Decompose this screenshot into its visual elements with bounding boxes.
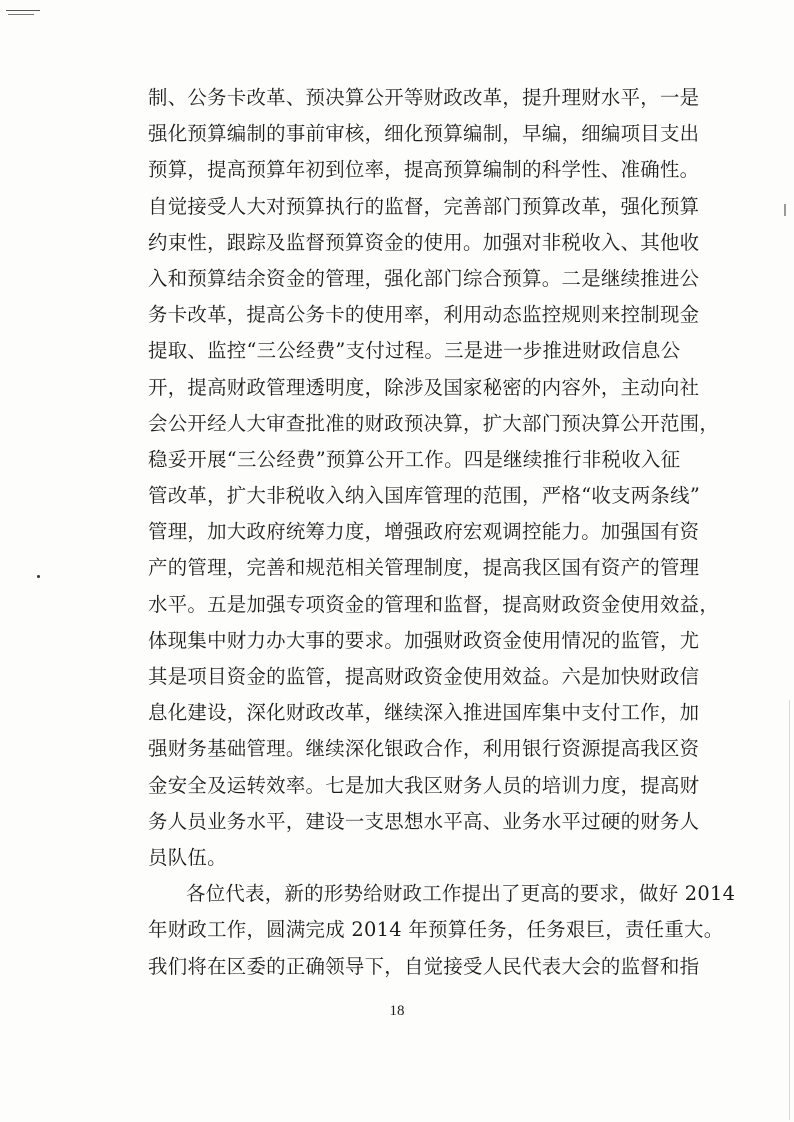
scan-mark-line <box>8 14 34 15</box>
text-line: 水平。五是加强专项资金的管理和监督，提高财政资金使用效益， <box>148 592 720 616</box>
text-line: 员队伍。 <box>148 845 227 869</box>
text-line: 管理，加大政府统筹力度，增强政府宏观调控能力。加强国有资 <box>148 520 700 544</box>
text-line: 体现集中财力办大事的要求。加强财政资金使用情况的监管，尤 <box>148 628 700 652</box>
scan-speck <box>784 204 786 216</box>
scan-corner-mark <box>6 6 46 20</box>
text-line: 金安全及运转效率。七是加大我区财务人员的培训力度，提高财 <box>148 773 700 797</box>
paragraph-1 <box>148 80 760 876</box>
text-line: 预算，提高预算年初到位率，提高预算编制的科学性、准确性。 <box>148 158 700 182</box>
text-line: 其是项目资金的监管，提高财政资金使用效益。六是加快财政信 <box>148 665 700 688</box>
text-line: 我们将在区委的正确领导下，自觉接受人民代表大会的监督和指 <box>148 954 700 978</box>
text-line: 入和预算结余资金的管理，强化部门综合预算。二是继续推进公 <box>148 266 700 290</box>
text-line: 务人员业务水平，建设一支思想水平高、业务水平过硬的财务人 <box>148 809 700 833</box>
text-line: 产的管理，完善和规范相关管理制度，提高我区国有资产的管理 <box>148 556 700 580</box>
body-text <box>148 80 760 985</box>
text-line: 约束性，跟踪及监督预算资金的使用。加强对非税收入、其他收 <box>148 230 700 254</box>
text-line: 务卡改革，提高公务卡的使用率，利用动态监控规则来控制现金 <box>148 303 700 327</box>
text-line: 稳妥开展“三公经费”预算公开工作。四是继续推行非税收入征 <box>148 447 681 471</box>
text-line: 强化预算编制的事前审核，细化预算编制，早编，细编项目支出 <box>148 122 700 146</box>
text-line: 年财政工作，圆满完成 2014 年预算任务，任务艰巨，责任重大。 <box>148 918 724 942</box>
page-number: 18 <box>389 1003 405 1019</box>
scan-edge-shadow <box>789 700 790 1120</box>
scan-speck <box>37 575 40 578</box>
text-line: 息化建设，深化财政改革，继续深入推进国库集中支付工作，加 <box>148 701 700 725</box>
text-line: 各位代表，新的形势给财政工作提出了更高的要求，做好 2014 <box>186 882 736 906</box>
text-line: 开，提高财政管理透明度，除涉及国家秘密的内容外，主动向社 <box>148 375 700 399</box>
text-line: 强财务基础管理。继续深化银政合作，利用银行资源提高我区资 <box>148 737 700 761</box>
text-line: 自觉接受人大对预算执行的监督，完善部门预算改革，强化预算 <box>148 194 700 218</box>
text-line: 管改革，扩大非税收入纳入国库管理的范围，严格“收支两条线” <box>148 484 701 508</box>
text-line: 会公开经人大审查批准的财政预决算，扩大部门预决算公开范围， <box>148 411 720 435</box>
paragraph-2 <box>148 876 760 985</box>
text-line: 制、公务卡改革、预决算公开等财政改革，提升理财水平，一是 <box>148 86 700 109</box>
scan-mark-line <box>6 10 40 11</box>
text-line: 提取、监控“三公经费”支付过程。三是进一步推进财政信息公 <box>148 339 681 363</box>
